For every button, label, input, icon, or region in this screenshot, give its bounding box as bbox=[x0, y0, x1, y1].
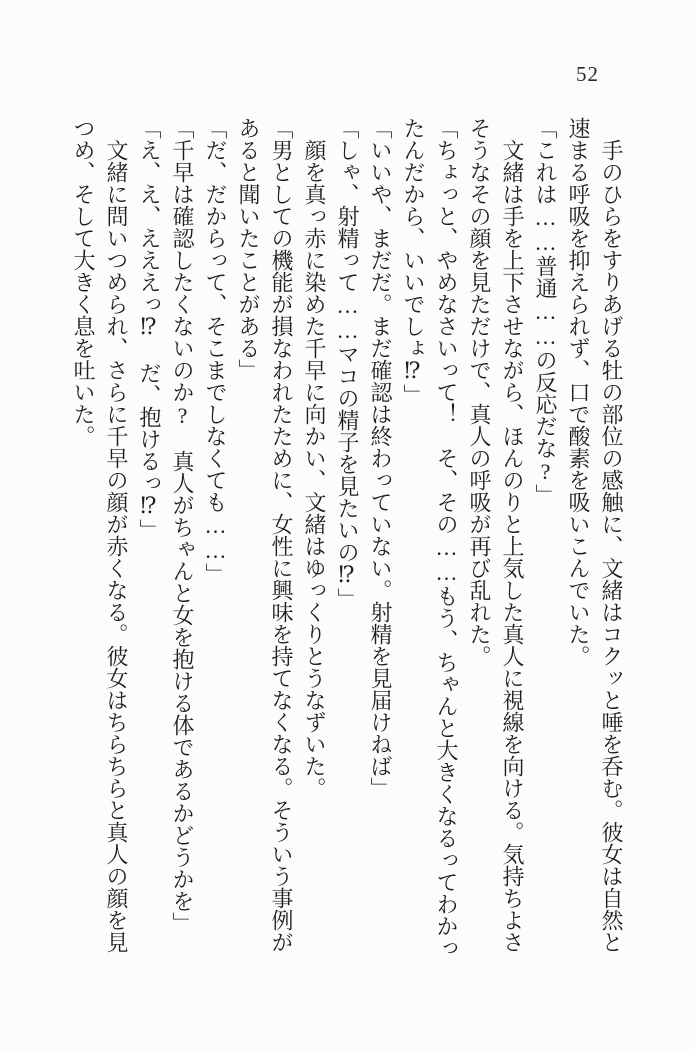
text-line: 文緒に問いつめられ、さらに千早の顔が赤くなる。彼女はちらちらと真人の顔を見 bbox=[104, 117, 129, 953]
text-line: つめ、そして大きく息を吐いた。 bbox=[71, 117, 96, 447]
text-line: 「千早は確認したくないのか? 真人がちゃんと女を抱ける体であるかどうかを」 bbox=[170, 117, 195, 934]
text-line: 文緒は手を上下させながら、ほんのりと上気した真人に視線を向ける。気持ちよさ bbox=[500, 117, 525, 953]
text-line: 「いいや、まだだ。まだ確認は終わっていない。射精を見届けねば」 bbox=[368, 117, 393, 799]
text-line: 「え、え、えええっ⁉ だ、抱けるっ⁉」 bbox=[137, 117, 162, 541]
text-line: 速まる呼吸を抑えられず、口で酸素を吸いこんでいた。 bbox=[566, 117, 591, 667]
text-line: 「ちょっと、やめなさいって！ そ、その……もう、ちゃんと大きくなるってわかっ bbox=[434, 117, 459, 959]
text-line: あると聞いたことがある」 bbox=[236, 117, 261, 381]
vertical-text-block bbox=[67, 117, 628, 959]
text-line: たんだから、いいでしょ⁉」 bbox=[401, 117, 426, 406]
text-line: 手のひらをすりあげる牡の部位の感触に、文緒はコクッと唾を呑む。彼女は自然と bbox=[599, 117, 624, 953]
text-line: 「しゃ、射精って……マコの精子を見たいの⁉」 bbox=[335, 117, 360, 610]
text-line: 「だ、だからって、そこまでしなくても……」 bbox=[203, 117, 228, 585]
text-line: そうなその顔を見ただけで、真人の呼吸が再び乱れた。 bbox=[467, 117, 492, 667]
text-line: 「これは……普通……の反応だな?」 bbox=[533, 117, 558, 506]
text-line: 「男としての機能が損なわれたために、女性に興味を持てなくなる。そういう事例が bbox=[269, 117, 294, 953]
text-line: 顔を真っ赤に染めた千早に向かい、文緒はゆっくりとうなずいた。 bbox=[302, 117, 327, 799]
page-number: 52 bbox=[576, 62, 599, 86]
